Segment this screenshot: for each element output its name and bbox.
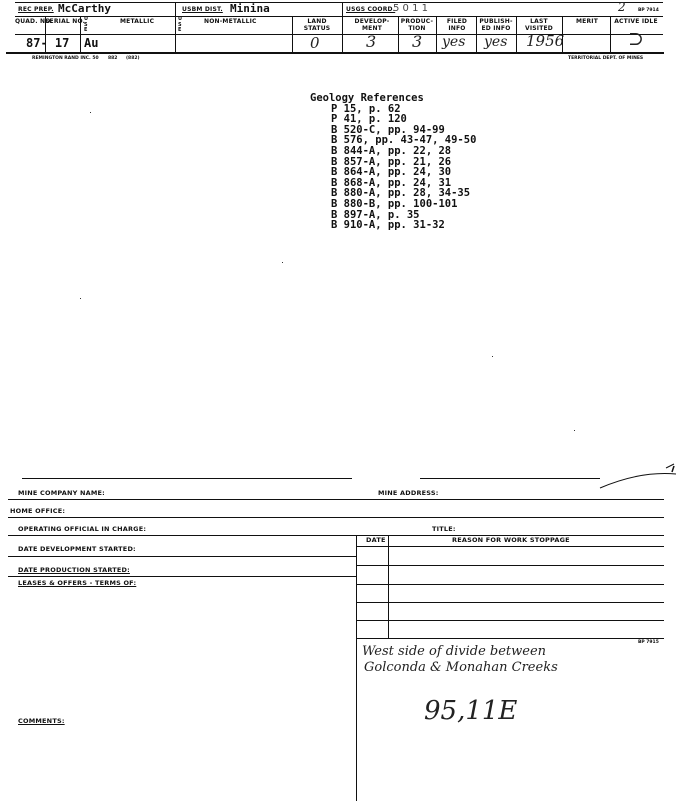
home-office-label: HOME OFFICE: xyxy=(10,507,66,515)
rec-prep-value: McCarthy xyxy=(58,2,111,15)
page-number: 2 xyxy=(618,0,626,14)
usgs-coord-value: 5 0 1 1 xyxy=(393,3,428,14)
handwritten-code: 95,11E xyxy=(424,696,518,726)
references-title: Geology References xyxy=(310,92,424,104)
printer-code-b: (882) xyxy=(126,56,140,61)
speck xyxy=(492,356,493,357)
printer-code-a: 882 xyxy=(108,56,118,61)
vline-stoppage-left xyxy=(356,535,357,801)
header-rule-2 xyxy=(15,34,663,35)
handwritten-location-line1: West side of divide between xyxy=(362,644,547,659)
stoppage-row-rule xyxy=(356,602,664,603)
leases-offers-label: LEASES & OFFERS - TERMS OF: xyxy=(18,579,137,587)
reference-item: B 844-A, pp. 22, 28 xyxy=(331,144,452,157)
published-info-value: yes xyxy=(484,34,508,50)
reference-item: B 857-A, pp. 21, 26 xyxy=(331,155,452,168)
rec-prep-label: REC PREP. xyxy=(18,6,54,13)
title-label: TITLE: xyxy=(432,525,456,533)
col-active-idle: ACTIVE IDLE xyxy=(614,18,658,25)
stoppage-row-rule xyxy=(356,584,664,585)
col-metallic: METALLIC xyxy=(120,18,155,25)
rule-home-office xyxy=(8,517,664,518)
reference-item: B 864-A, pp. 24, 30 xyxy=(331,166,452,179)
metallic-use-letters: U S E xyxy=(84,16,89,33)
lower-top-rule-right xyxy=(420,478,600,479)
rule-company xyxy=(8,499,664,500)
comments-label: COMMENTS: xyxy=(18,717,65,725)
col-land-status: LAND STATUS xyxy=(303,18,331,32)
usbm-dist-label: USBM DIST. xyxy=(182,6,223,13)
vline-serial xyxy=(45,16,46,52)
usbm-dist-value: Minina xyxy=(230,2,270,15)
reference-item: B 880-B, pp. 100-101 xyxy=(331,197,458,210)
land-status-value: 0 xyxy=(310,34,320,52)
date-production-label: DATE PRODUCTION STARTED: xyxy=(18,566,130,574)
col-serial-no: SERIAL NO. xyxy=(45,18,86,25)
col-non-metallic: NON-METALLIC xyxy=(204,18,257,25)
stoppage-row-rule xyxy=(356,620,664,621)
top-border xyxy=(15,2,663,3)
nonmetallic-use-letters: U S E xyxy=(178,16,183,33)
reference-item: B 520-C, pp. 94-99 xyxy=(331,123,445,136)
reference-item: P 41, p. 120 xyxy=(331,113,407,126)
development-value: 3 xyxy=(366,32,377,51)
last-visited-value: 1956 xyxy=(526,32,565,50)
printer-imprint: REMINGTON RAND INC. 50 xyxy=(32,56,99,61)
reason-col-header: REASON FOR WORK STOPPAGE xyxy=(452,536,570,544)
col-quad-no: QUAD. NO. xyxy=(15,18,53,25)
quad-serial-value: 87- 17 xyxy=(26,36,70,50)
col-last-visited: LAST VISITED xyxy=(524,18,553,32)
header-rule-3 xyxy=(6,52,664,54)
date-development-label: DATE DEVELOPMENT STARTED: xyxy=(18,545,136,553)
vline-stoppage-date xyxy=(388,535,389,638)
reference-item: B 910-A, pp. 31-32 xyxy=(331,219,445,232)
vline-usbm xyxy=(175,2,176,52)
col-merit: MERIT xyxy=(575,18,598,25)
vline-usgs xyxy=(342,2,343,52)
speck xyxy=(574,430,575,431)
reference-item: B 897-A, p. 35 xyxy=(331,208,420,221)
stoppage-row-rule xyxy=(356,638,664,639)
operating-official-label: OPERATING OFFICIAL IN CHARGE: xyxy=(18,525,147,533)
vline-active xyxy=(610,16,611,52)
vline-filed xyxy=(436,16,437,52)
filed-info-value: yes xyxy=(442,34,466,50)
agency-imprint: TERRITORIAL DEPT. OF MINES xyxy=(568,56,644,61)
form-number-lower: BP 7915 xyxy=(638,640,659,645)
vline-published xyxy=(476,16,477,52)
vline-land xyxy=(292,16,293,52)
mine-company-name-label: MINE COMPANY NAME: xyxy=(18,489,105,497)
rule-production xyxy=(8,576,356,577)
card-curl-mark xyxy=(598,462,678,492)
rule-stoppage-header xyxy=(356,546,664,547)
col-development: DEVELOP-MENT xyxy=(354,18,390,32)
active-idle-value: ⊃ xyxy=(628,28,644,50)
date-col-header: DATE xyxy=(366,536,386,544)
handwritten-location-line2: Golconda & Monahan Creeks xyxy=(364,660,558,675)
reference-item: B 576, pp. 43-47, 49-50 xyxy=(331,134,477,147)
geology-references xyxy=(310,93,476,231)
col-filed-info: FILED INFO xyxy=(446,18,468,32)
stoppage-row-rule xyxy=(356,565,664,566)
reference-item: B 880-A, pp. 28, 34-35 xyxy=(331,187,471,200)
speck xyxy=(90,112,91,113)
production-value: 3 xyxy=(412,32,423,51)
mine-address-label: MINE ADDRESS: xyxy=(378,489,439,497)
col-production: PRODUC-TION xyxy=(400,18,434,32)
vline-metallic xyxy=(80,16,81,52)
rule-development xyxy=(8,556,356,557)
speck xyxy=(80,298,81,299)
vline-last xyxy=(516,16,517,52)
vline-production xyxy=(398,16,399,52)
metallic-value: Au xyxy=(84,36,99,50)
reference-item: B 868-A, pp. 24, 31 xyxy=(331,176,452,189)
usgs-coord-label: USGS COORD. xyxy=(346,6,396,13)
vline-merit xyxy=(562,16,563,52)
speck xyxy=(282,262,283,263)
header-rule-1 xyxy=(15,16,663,17)
col-published-info: PUBLISH-ED INFO xyxy=(479,18,513,32)
reference-item: P 15, p. 62 xyxy=(331,102,401,115)
lower-top-rule-left xyxy=(22,478,352,479)
form-number: BP 7914 xyxy=(638,8,659,13)
